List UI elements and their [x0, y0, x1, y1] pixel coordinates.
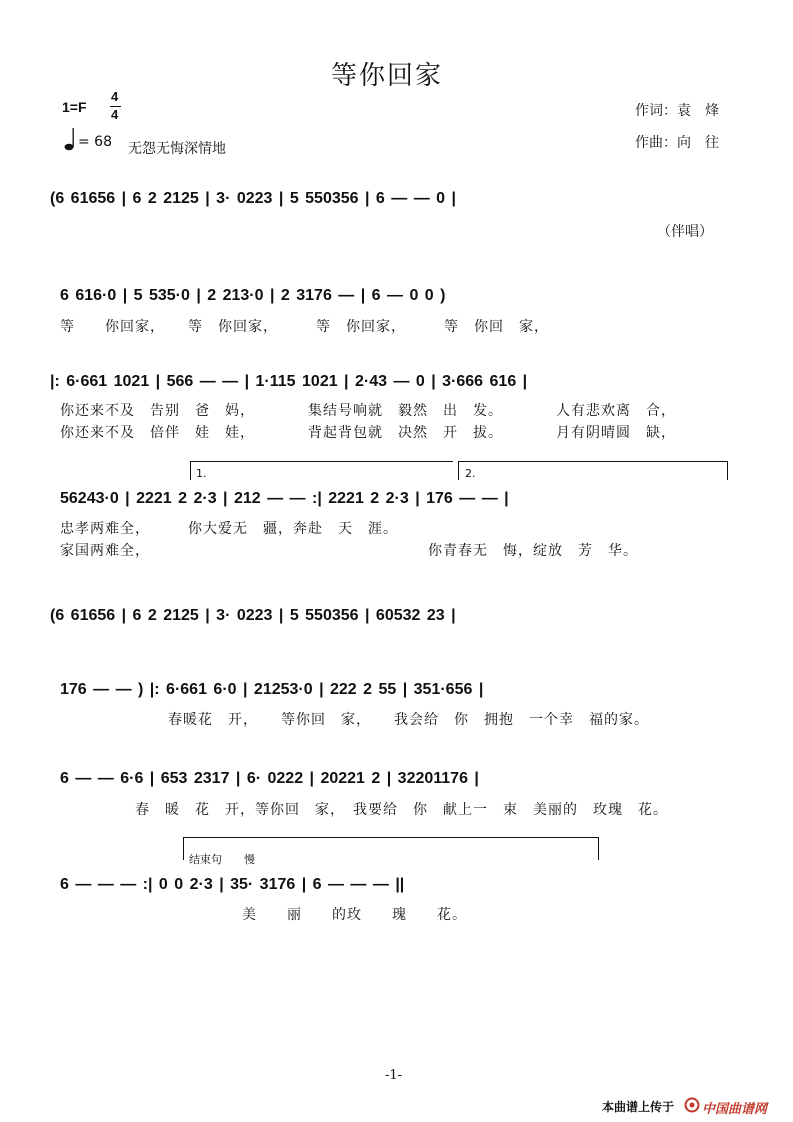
- notation-row-7: 6 — — 6·6 | 653 2317 | 6· 0222 | 20221 2 | 32201176 |: [60, 770, 479, 787]
- notation-row-6: 176 — — ) |: 6·661 6·0 | 21253·0 | 222 2 55 | 351·656 |: [60, 681, 484, 698]
- lyric-row-1: 等 你回家， 等 你回家， 等 你回家， 等 你回 家，: [60, 319, 549, 335]
- lyric-row-8: 美 丽 的玫 瑰 花。: [242, 907, 467, 923]
- composer-credit: 作曲：向 往: [635, 135, 719, 151]
- notation-row-4: 56243·0 | 2221 2 2·3 | 212 — — :| 2221 2 2·3 | 176 — — |: [60, 490, 509, 507]
- notation-row-2: 6 616·0 | 5 535·0 | 2 213·0 | 2 3176 — | 6 — 0 0 ): [60, 287, 446, 304]
- lyricist-credit: 作词：袁 烽: [635, 103, 719, 119]
- lyric-row-5: 家国两难全， 你青春无 悔，绽放 芳 华。: [60, 543, 638, 559]
- lyric-row-2: 你还来不及 告别 爸 妈， 集结号响就 毅然 出 发。 人有悲欢离 合，: [60, 403, 676, 419]
- first-ending-bracket: [190, 461, 453, 480]
- notation-row-1: (6 61656 | 6 2 2125 | 3· 0223 | 5 550356 | 6 — — 0 |: [50, 190, 456, 207]
- notation-row-3: |: 6·661 1021 | 566 — — | 1·115 1021 | 2·43 — 0 | 3·666 616 |: [50, 373, 528, 390]
- quarter-note-icon: [64, 126, 76, 152]
- footer-site-name[interactable]: 中国曲谱网: [702, 1102, 768, 1117]
- expression-marking: 无怨无悔深情地: [128, 141, 226, 157]
- ending-phrase-label: 结束句 慢: [189, 853, 255, 866]
- site-logo-icon: [684, 1097, 700, 1113]
- time-signature-bottom: 4: [111, 107, 119, 122]
- lyric-row-4: 忠孝两难全， 你大爱无 疆，奔赴 天 涯。: [60, 521, 398, 537]
- second-ending-bracket: [458, 461, 728, 480]
- backing-vocal-note: （伴唱）: [657, 224, 713, 240]
- song-title: 等你回家: [331, 61, 444, 91]
- tempo-marking: = 68: [78, 134, 112, 150]
- lyric-row-6: 春暖花 开， 等你回 家， 我会给 你 拥抱 一个幸 福的家。: [168, 712, 649, 728]
- second-ending-label: 2.: [465, 467, 476, 480]
- time-signature-top: 4: [111, 89, 119, 104]
- key-signature: 1=F: [62, 99, 87, 115]
- first-ending-label: 1.: [196, 467, 207, 480]
- page-number: -1-: [385, 1068, 403, 1083]
- notation-row-8: 6 — — — :| 0 0 2·3 | 35· 3176 | 6 — — — ||: [60, 876, 405, 893]
- lyric-row-7: 春 暖 花 开，等你回 家， 我要给 你 献上一 束 美丽的 玫瑰 花。: [135, 802, 668, 818]
- footer-upload-text: 本曲谱上传于: [602, 1100, 675, 1114]
- lyric-row-3: 你还来不及 倍伴 娃 娃， 背起背包就 决然 开 拔。 月有阴晴圆 缺，: [60, 425, 676, 441]
- notation-row-5: (6 61656 | 6 2 2125 | 3· 0223 | 5 550356 | 60532 23 |: [50, 607, 456, 624]
